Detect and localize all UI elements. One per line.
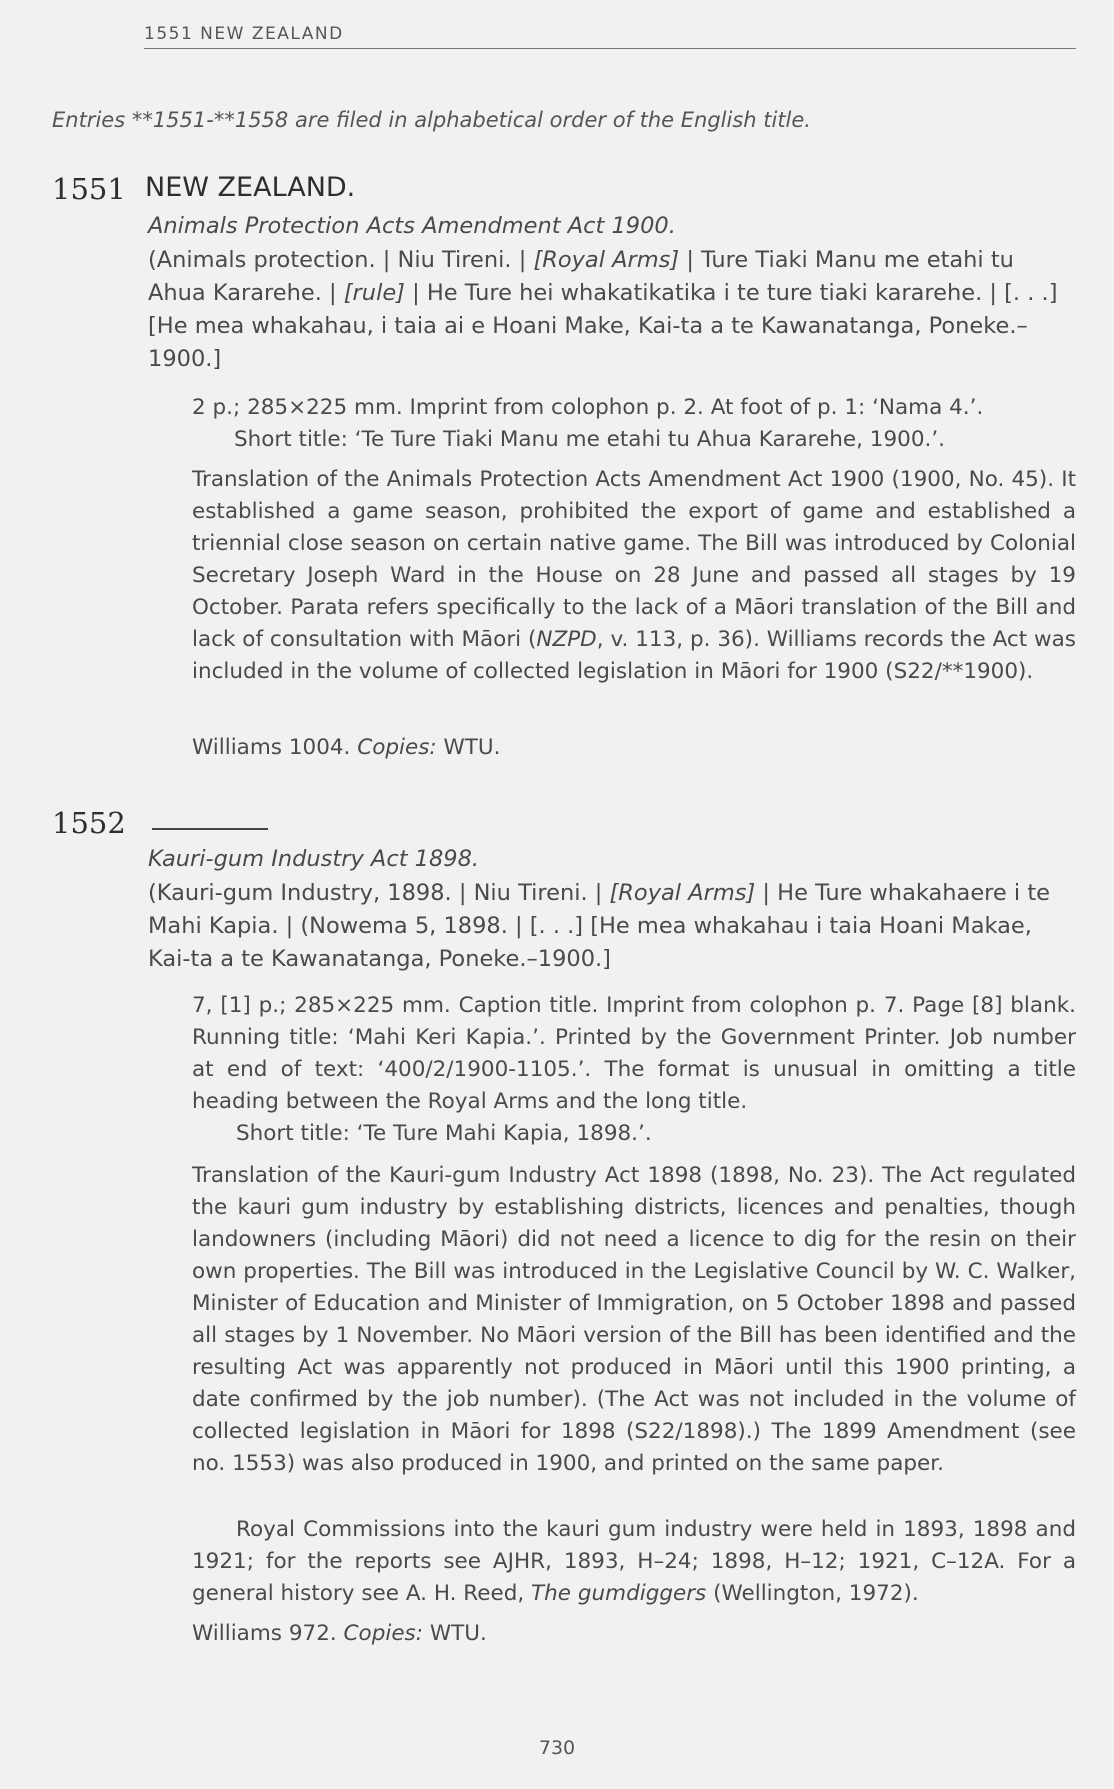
entry-1551-collation: 2 p.; 285×225 mm. Imprint from colophon p. 2. At foot of p. 1: ‘Nama 4.’. (192, 395, 984, 420)
reference: Williams 972. (192, 1621, 344, 1646)
tp-part-italic: [Royal Arms] (533, 247, 680, 273)
entry-1551-references (192, 732, 1076, 764)
running-head: 1551 NEW ZEALAND (144, 24, 1076, 49)
copies: WTU. (423, 1621, 487, 1646)
copies: WTU. (436, 735, 501, 760)
entry-1552-transcription (148, 877, 1076, 976)
entry-1552-short-title: Short title: ‘Te Ture Mahi Kapia, 1898.’. (236, 1121, 652, 1146)
copies-label: Copies: (343, 1621, 424, 1646)
entry-1551-transcription (148, 244, 1076, 376)
entry-number: 1552 (52, 806, 126, 840)
entry-heading: NEW ZEALAND. (145, 172, 356, 203)
entry-1551-description (192, 464, 1076, 688)
entry-1551-title: Animals Protection Acts Amendment Act 1900. (148, 213, 676, 239)
tp-part-italic: [rule] (343, 280, 405, 306)
desc-part-italic: The gumdiggers (531, 1581, 707, 1606)
entry-1552-description: Translation of the Kauri-gum Industry Act 1898 (1898, No. 23). The Act regulated the kauri gum industry by establishing districts, licences and penalties, though landowners (including Māori) did not need a licence to dig for the resin on their own properties. The Bill was introduced in the Legislative Council by W. C. Walker, Minister of Education and Minister of Immigration, on 5 October 1898 and passed all stages by 1 November. No Māori version of the Bill has been identified and the resulting Act was apparently not produced in Māori until this 1900 printing, a date confirmed by the job number). (The Act was not included in the volume of collected legislation in Māori for 1898 (S22/1898).) The 1899 Amendment (see no. 1553) was also produced in 1900, and printed on the same paper. (192, 1163, 1076, 1476)
desc-part: Translation of the Animals Protection Acts Amendment Act 1900 (1900, No. 45). It established a game season, prohibited the export of game and established a triennial close season on certain native game. The Bill was introduced by Colonial Secretary Joseph Ward in the House on 28 June and passed all stages by 19 October. Parata refers specifically to the lack of a Māori translation of the Bill and lack of consultation with Māori ( (192, 467, 1076, 652)
tp-part: (Animals protection. | Niu Tireni. | (148, 247, 534, 273)
desc-part: , v. 113, p. 36). Williams records the Act was included in the volume of collected legislation in Māori for 1900 (S22/**1900). (192, 627, 1076, 684)
reference: Williams 1004. (192, 735, 358, 760)
repeated-heading-dash (152, 828, 268, 830)
tp-part: | He Ture hei whakatikatika i te ture tiaki kararehe. | [. . .] [He mea whakahau, i taia ai e Hoani Make, Kai-ta a te Kawanatanga, Poneke.–1900.] (148, 280, 1058, 372)
entry-1552-references (192, 1618, 1076, 1650)
tp-part: (Kauri-gum Industry, 1898. | Niu Tireni. | (148, 880, 610, 906)
entry-1551-short-title: Short title: ‘Te Ture Tiaki Manu me etahi tu Ahua Kararehe, 1900.’. (234, 427, 946, 452)
page-number: 730 (538, 1737, 576, 1759)
tp-part: | He Ture whakahaere i te Mahi Kapia. | (Nowema 5, 1898. | [. . .] [He mea whakahau i taia Hoani Makae, Kai-ta a te Kawanatanga, Poneke.–1900.] (148, 880, 1050, 972)
desc-part-italic: NZPD (536, 627, 597, 652)
entry-1552-description-2 (192, 1514, 1076, 1610)
entry-number: 1551 (52, 172, 126, 206)
desc-part: Royal Commissions into the kauri gum industry were held in 1893, 1898 and 1921; for the reports see AJHR, 1893, H–24; 1898, H–12; 1921, C–12A. For a general history see A. H. Reed, (192, 1517, 1076, 1606)
entry-1552-collation: 7, [1] p.; 285×225 mm. Caption title. Imprint from colophon p. 7. Page [8] blank. Running title: ‘Mahi Keri Kapia.’. Printed by the Government Printer. Job number at end of text: ‘400/2/1900-1105.’. The format is unusual in omitting a title heading between the Royal Arms and the long title. (192, 993, 1076, 1114)
copies-label: Copies: (357, 735, 437, 760)
entry-1552-title: Kauri-gum Industry Act 1898. (148, 846, 480, 872)
filing-note: Entries **1551-**1558 are filed in alphabetical order of the English title. (52, 108, 811, 132)
desc-part: (Wellington, 1972). (706, 1581, 919, 1606)
tp-part-italic: [Royal Arms] (609, 880, 756, 906)
tp-part: | Ture Tiaki Manu me etahi tu Ahua Kararehe. | (148, 247, 1014, 306)
